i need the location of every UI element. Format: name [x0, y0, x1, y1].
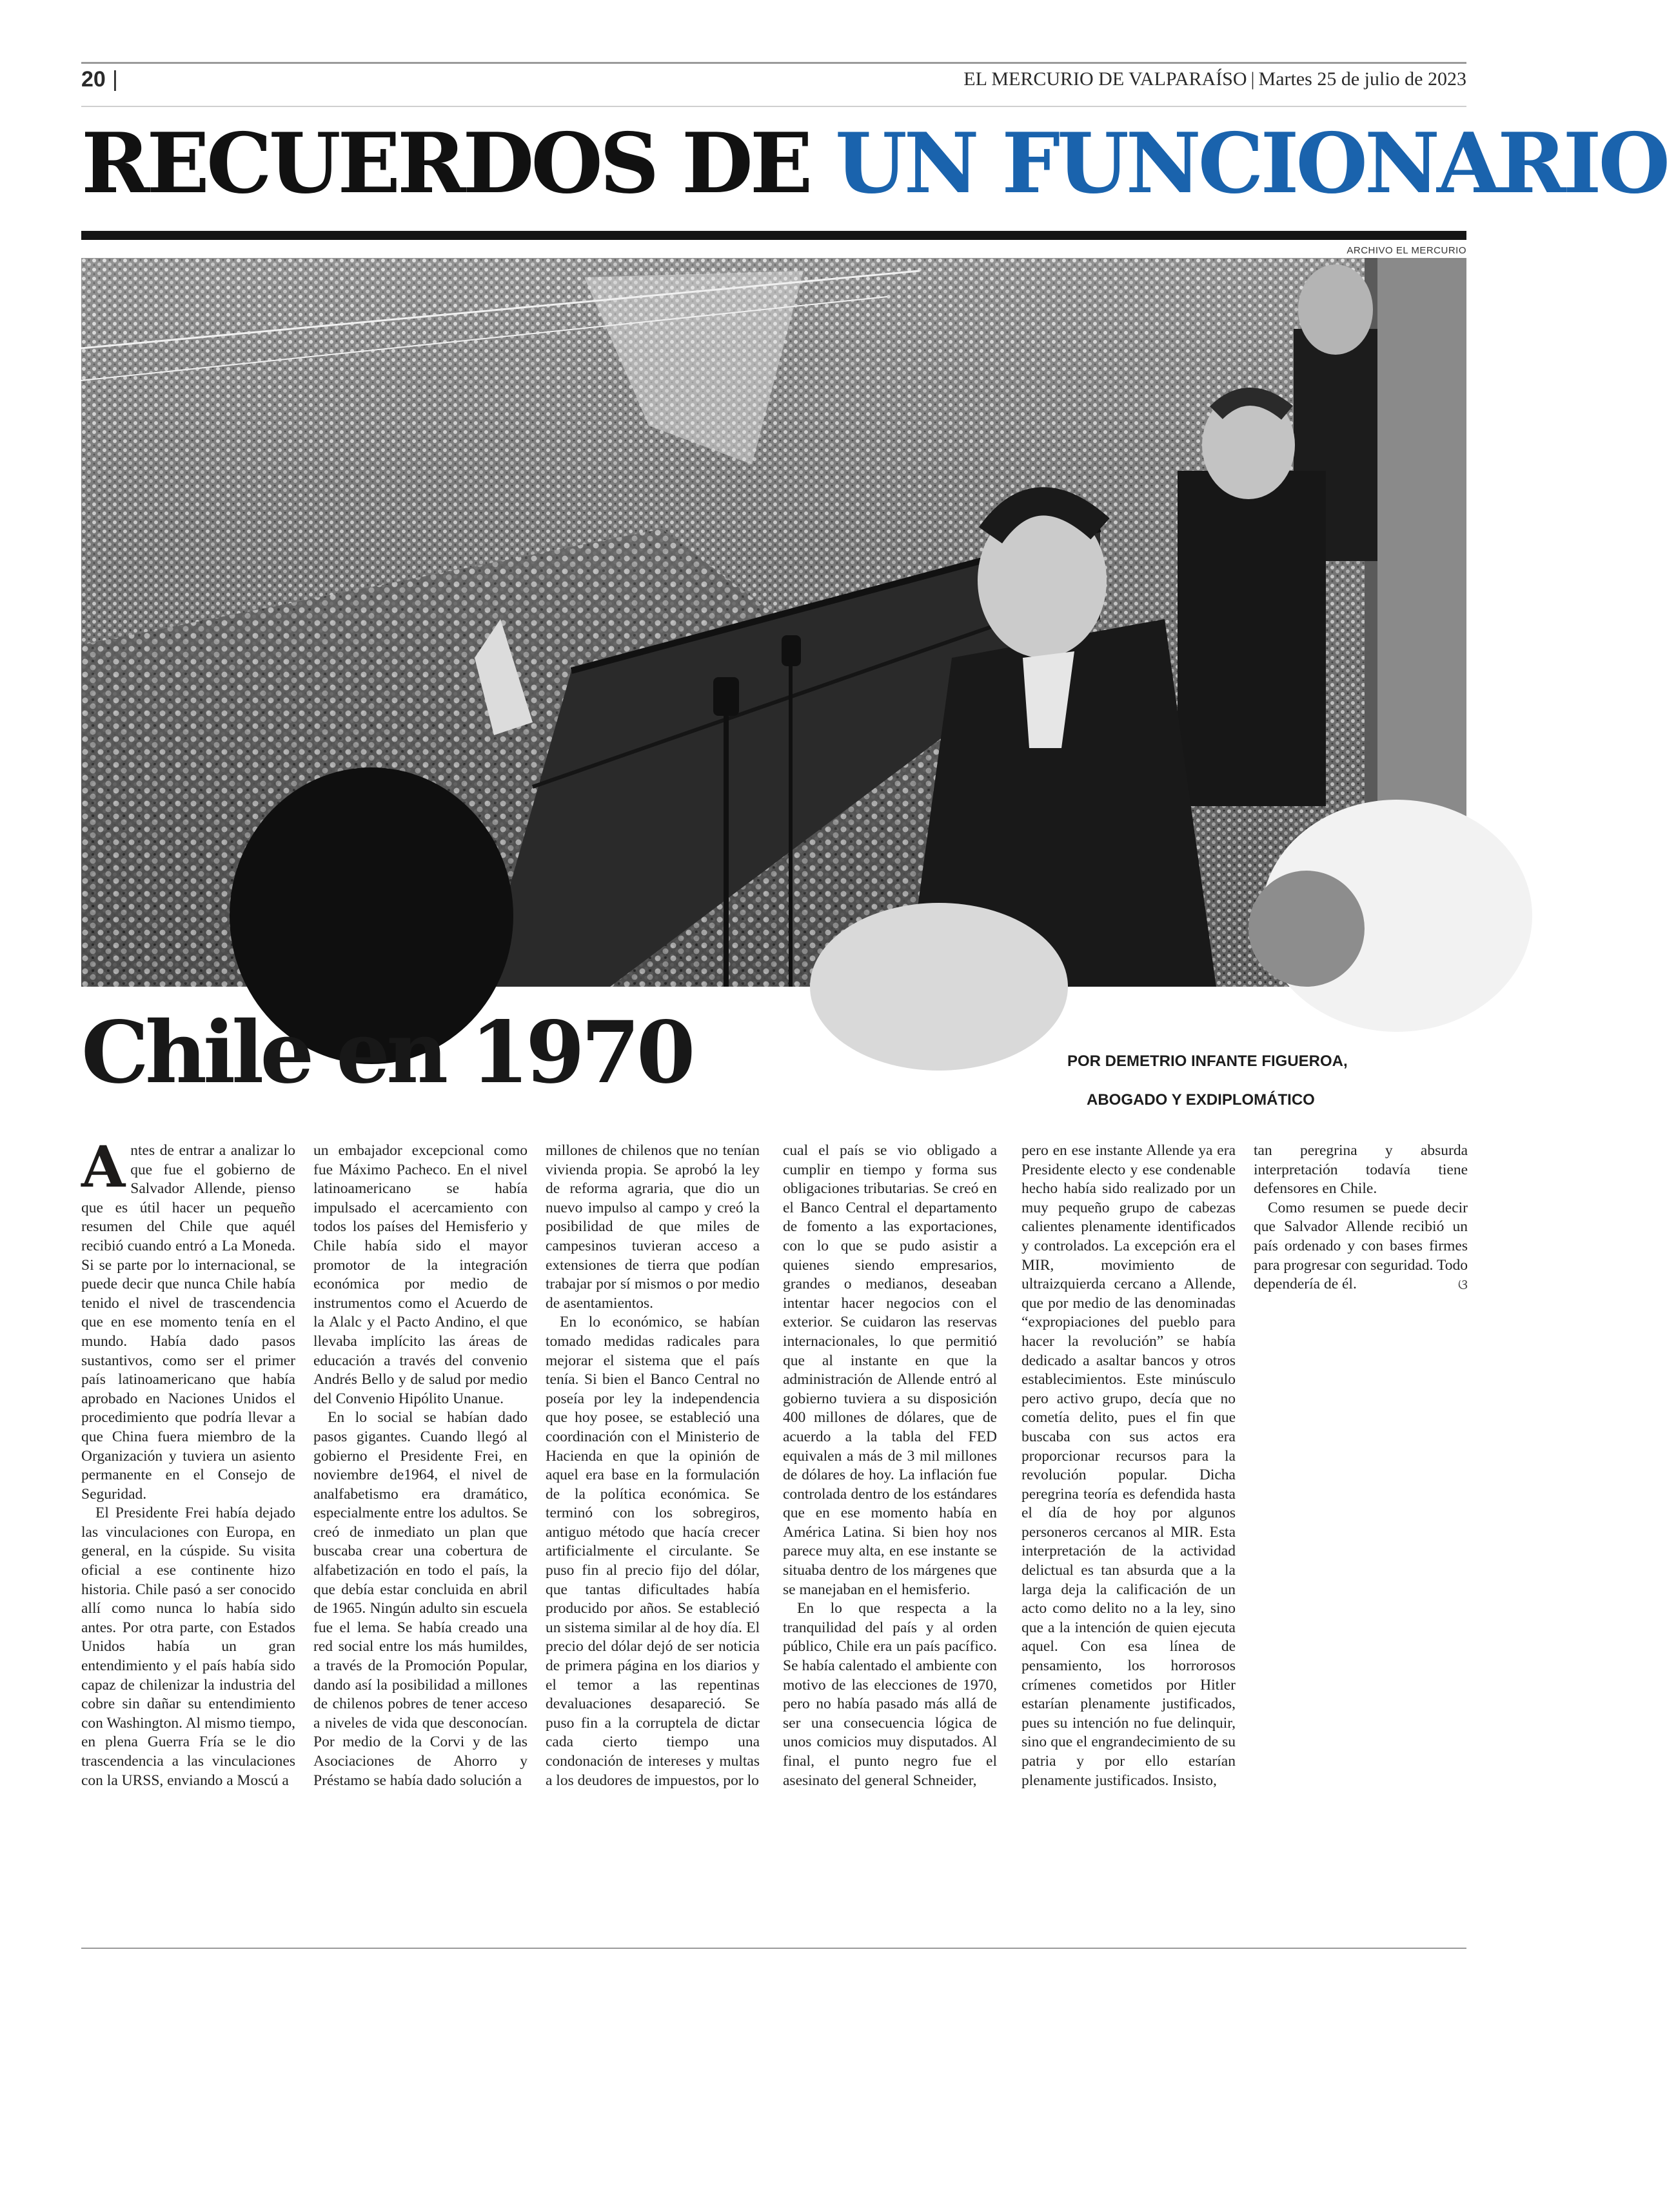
- article-byline: [903, 1042, 1470, 1120]
- article-column-5: [1021, 1141, 1236, 1790]
- article-paragraph: millones de chilenos que no tenían vivienda propia. Se aprobó la ley de reforma agraria, que dio un nuevo impulso al campo y creó la posibilidad de que miles de campesinos tuvieran acceso a extensiones de tierra que podían trabajar por sí mismos o por medio de asentamientos.: [546, 1142, 760, 1312]
- header-bottom-rule: [81, 106, 1466, 107]
- photo-illustration: [81, 258, 1466, 987]
- main-photo: [81, 258, 1466, 987]
- article-headline: Chile en 1970: [81, 1003, 692, 1103]
- article-column-6: [1254, 1141, 1468, 1294]
- header-top-rule: [81, 62, 1466, 64]
- article-paragraph: En lo económico, se habían tomado medidas radicales para mejorar el sistema que el país tenía. Si bien el Banco Central no poseía por ley la independencia que hoy posee, se estableció una coordinación con el Ministerio de Hacienda en que la opinión de aquel era base en la formulación de la política económica. Se terminó con los sobregiros, antiguo método que hacía crecer artificialmente el circulante. Se puso fin al precio fijo del dólar, que tantas dificultades había producido por años. Se estableció un sistema similar al de hoy día. El precio del dólar dejó de ser noticia de primera página en los diarios y el temor a las repentinas devaluaciones desapareció. Se puso fin a la corruptela de dictar cada cierto tiempo una condonación de intereses y multas a los deudores de impuestos, por lo: [546, 1314, 760, 1789]
- article-paragraph: Antes de entrar a analizar lo que fue el gobierno de Salvador Allende, pienso que es útil hacer un pequeño resumen del Chile que aquél recibió cuando entró a La Moneda. Si se parte por lo internacional, se puede decir que nunca Chile había tenido el nivel de trascendencia que en ese momento tenía en el mundo. Había dado pasos sustantivos, como ser el primer país latinoamericano que había aprobado en Naciones Unidos el procedimiento que podría llevar a que China fuera miembro de la Organización y tuviera un asiento permanente en el Consejo de Seguridad.: [81, 1133, 295, 1503]
- article-paragraph: En lo que respecta a la tranquilidad del país y al orden público, Chile era un país pacífico. Se había calentado el ambiente con motivo de las elecciones de 1970, pero no había pasado más allá de ser una consecuencia lógica de unos comicios muy disputados. Al final, el punto negro fue el asesinato del general Schneider,: [783, 1600, 997, 1789]
- article-column-3: [546, 1141, 760, 1790]
- byline-author: POR DEMETRIO INFANTE FIGUEROA,: [1067, 1052, 1348, 1070]
- section-title: [81, 115, 1667, 212]
- section-title-part1: RECUERDOS DE: [81, 115, 810, 212]
- byline-role: ABOGADO Y EXDIPLOMÁTICO: [1087, 1091, 1315, 1109]
- article-paragraph: En lo social se habían dado pasos gigantes. Cuando llegó al gobierno el Presidente Frei, en noviembre de1964, el nivel de analfabetismo era dramático, especialmente entre los adultos. Se creó de inmediato un plan que buscaba crear una cobertura de alfabetización en todo el país, la que debía estar concluida en abril de 1965. Ningún adulto sin escuela fue el lema. Se había creado una red social entre los más humildes, a través de la Promoción Popular, dando así la posibilidad a millones de chilenos pobres de tener acceso a niveles de vida que desconocían. Por medio de la Corvi y de las Asociaciones de Ahorro y Préstamo se había dado solución a: [313, 1409, 528, 1789]
- article-paragraph: cual el país se vio obligado a cumplir en tiempo y forma sus obligaciones tributarias. Se creó en el Banco Central el departamento de fomento a las exportaciones, con lo que se pudo asistir a quienes siendo empresarios, grandes o medianos, deseaban intentar hacer negocios con el exterior. Se cuidaron las reservas internacionales, lo que permitió que al instante en que la administración de Allende entró al gobierno tuviera a su disposición 400 millones de dólares, que de acuerdo a la tabla del FED equivalen a más de 3 mil millones de dólares de hoy. La inflación fue controlada dentro de los estándares que en ese momento había en América Latina. Si bien hoy nos parece muy alta, en ese instante se situaba dentro de los márgenes que se manejaban en el hemisferio.: [783, 1142, 997, 1598]
- section-title-rule: [81, 231, 1466, 240]
- article-paragraph: tan peregrina y absurda interpretación todavía tiene defensores en Chile.: [1254, 1142, 1468, 1198]
- publication-date: Martes 25 de julio de 2023: [1258, 68, 1466, 90]
- article-paragraph: un embajador excepcional como fue Máximo Pacheco. En el nivel latinoamericano se había impulsado el acercamiento con todos los países del Hemisferio y Chile había sido el mayor promotor de la integración económica por medio de instrumentos como el Acuerdo de la Alalc y el Pacto Andino, el que llevaba implícito las áreas de educación a través del convenio Andrés Bello y de salud por medio del Convenio Hipólito Unanue.: [313, 1142, 528, 1407]
- article-column-1: [81, 1133, 295, 1790]
- article-column-4: [783, 1141, 997, 1790]
- footer-rule: [81, 1948, 1466, 1949]
- article-column-2: [313, 1141, 528, 1790]
- section-title-part2: UN FUNCIONARIO: [835, 115, 1667, 212]
- page-number-separator: |: [112, 67, 118, 92]
- end-of-article-icon: ଓ: [1457, 1276, 1468, 1293]
- article-paragraph: pero en ese instante Allende ya era Presidente electo y ese condenable hecho había sido realizado por un muy pequeño grupo de cabezas calientes plenamente identificados y controlados. La excepción era el MIR, movimiento de ultraizquierda cercano a Allende, que por medio de las denominadas “expropiaciones del pueblo para hacer la revolución” se había dedicado a asaltar bancos y otros establecimientos. Este minúsculo pero activo grupo, decía que no cometía delito, pues el fin que buscaba con sus actos era proporcionar recursos para la revolución popular. Dicha peregrina teoría es defendida hasta el día de hoy por algunos personeros cercanos al MIR. Esta interpretación de la actividad delictual es tan absurda que a la larga deja la calificación de un acto como delito no a la ley, sino que a la intención de quien ejecuta aquel. Con esa línea de pensamiento, los horrorosos crímenes cometidos por Hitler estarían plenamente justificados, pues su intención no fue delinquir, sino que el engrandecimiento de su patria y por ello estarían plenamente justificados. Insisto,: [1021, 1142, 1236, 1789]
- article-paragraph: El Presidente Frei había dejado las vinculaciones con Europa, en general, en la cúspide. Su visita oficial a ese continente hizo historia. Chile pasó a ser conocido allí como nunca lo había sido antes. Por otra parte, con Estados Unidos había un gran entendimiento y el país había sido capaz de chilenizar la industria del cobre sin dañar su entendimiento con Washington. Al mismo tiempo, en plena Guerra Fría se le dio trascendencia a las vinculaciones con la URSS, enviando a Moscú a: [81, 1505, 295, 1789]
- article-paragraph: Como resumen se puede decir que Salvador Allende recibió un país ordenado y con bases firmes para progresar con seguridad. Todo dependería de él. ଓ: [1254, 1199, 1468, 1294]
- drop-cap: A: [81, 1133, 126, 1200]
- publication-separator: |: [1250, 68, 1255, 90]
- publication-name: EL MERCURIO DE VALPARAÍSO: [963, 68, 1247, 90]
- page-number: 20: [81, 67, 106, 92]
- publication-line: [963, 68, 1466, 90]
- photo-credit: ARCHIVO EL MERCURIO: [1346, 245, 1466, 256]
